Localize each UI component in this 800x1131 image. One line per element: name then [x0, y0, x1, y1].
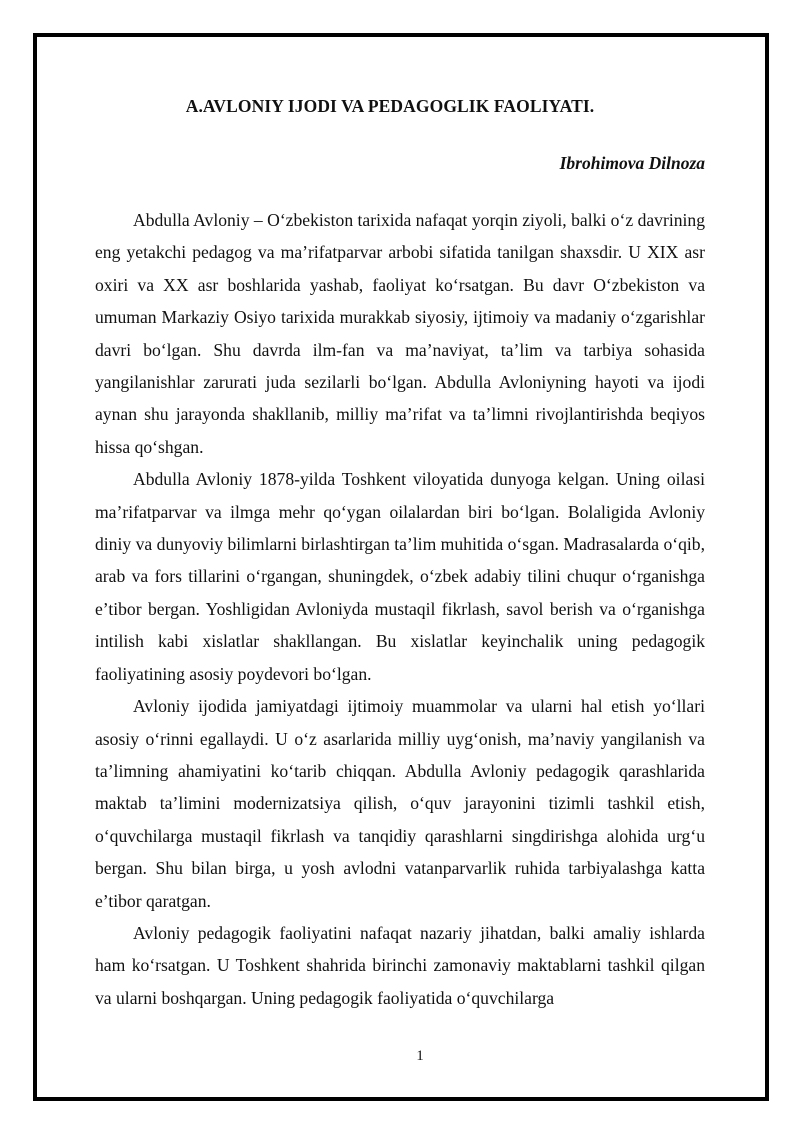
paragraph-1: Abdulla Avloniy – O‘zbekiston tarixida nafaqat yorqin ziyoli, balki o‘z davrining eng yetakchi pedagog va ma’rifatparvar arbobi sifatida tanilgan shaxsdir. U XIX asr oxiri va XX asr boshlarida yashab, faoliyat ko‘rsatgan. Bu davr O‘zbekiston va umuman Markaziy Osiyo tarixida murakkab siyosiy, ijtimoiy va madaniy o‘zgarishlar davri bo‘lgan. Shu davrda ilm-fan va ma’naviyat, ta’lim va tarbiya sohasida yangilanishlar zarurati juda sezilarli bo‘lgan. Abdulla Avloniyning hayoti va ijodi aynan shu jarayonda shakllanib, milliy ma’rifat va ta’limni rivojlantirishda beqiyos hissa qo‘shgan.	[95, 210, 705, 457]
body-text	[95, 204, 705, 1014]
document-title: A.AVLONIY IJODI VA PEDAGOGLIK FAOLIYATI.	[185, 96, 595, 116]
paragraph-2: Abdulla Avloniy 1878-yilda Toshkent viloyatida dunyoga kelgan. Uning oilasi ma’rifatparvar va ilmga mehr qo‘ygan oilalardan biri bo‘lgan. Bolaligida Avloniy diniy va dunyoviy bilimlarni birlashtirgan ta’lim muhitida o‘sgan. Madrasalarda o‘qib, arab va fors tillarini o‘rgangan, shuningdek, o‘zbek adabiy tilini chuqur o‘rganishga e’tibor bergan. Yoshligidan Avloniyda mustaqil fikrlash, savol berish va o‘rganishga intilish kabi xislatlar shakllangan. Bu xislatlar keyinchalik uning pedagogik faoliyatining asosiy poydevori bo‘lgan.	[95, 469, 705, 684]
document-body	[95, 90, 705, 1014]
paragraph-4: Avloniy pedagogik faoliyatini nafaqat nazariy jihatdan, balki amaliy ishlarda ham ko‘rsatgan. U Toshkent shahrida birinchi zamonaviy maktablarni tashkil qilgan va ularni boshqargan. Uning pedagogik faoliyatida o‘quvchilarga	[95, 922, 705, 1008]
paragraph-3: Avloniy ijodida jamiyatdagi ijtimoiy muammolar va ularni hal etish yo‘llari asosiy o‘rinni egallaydi. U o‘z asarlarida milliy uyg‘onish, ma’naviy yangilanish va ta’limning ahamiyatini ko‘tarib chiqqan. Abdulla Avloniy pedagogik qarashlarida maktab ta’limini modernizatsiya qilish, o‘quv jarayonini tizimli tashkil etish, o‘quvchilarga mustaqil fikrlash va tanqidiy qarashlarni singdirishga alohida urg‘u bergan. Shu bilan birga, u yosh avlodni vatanparvarlik ruhida tarbiyalashga katta e’tibor qaratgan.	[95, 696, 705, 911]
author-name: Ibrohimova Dilnoza	[559, 153, 705, 173]
page-number: 1	[416, 1048, 424, 1064]
